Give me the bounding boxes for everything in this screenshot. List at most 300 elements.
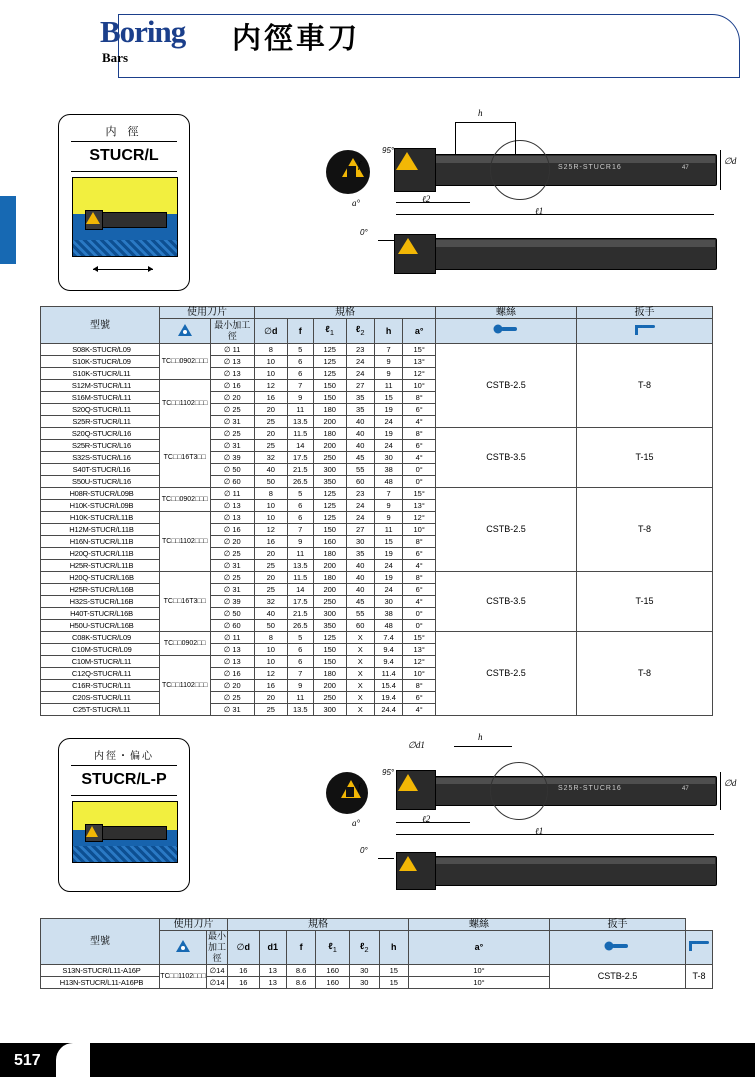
cell-h: 11.4: [374, 668, 402, 680]
cell-wrench: T-8: [685, 965, 712, 989]
cell-minbore: ∅ 39: [210, 596, 255, 608]
cell-a: 8°: [403, 572, 436, 584]
cell-minbore: ∅ 39: [210, 452, 255, 464]
cell-a: 6°: [403, 440, 436, 452]
cell-a: 4°: [403, 416, 436, 428]
cell-f: 7: [287, 668, 313, 680]
cell-d: 20: [255, 572, 288, 584]
cell-f: 6: [287, 644, 313, 656]
footer-corner: [56, 1043, 90, 1077]
card2-model-name: STUCR/L-P: [81, 771, 167, 788]
cell-a: 10°: [408, 977, 549, 989]
cell-l1: 150: [313, 656, 346, 668]
cell-minbore: ∅ 20: [210, 536, 255, 548]
cell-l2: 40: [346, 584, 374, 596]
card2-title: 内徑・偏心: [94, 751, 154, 762]
th-spec-2: 規格: [227, 919, 408, 931]
cell-h: 9: [374, 356, 402, 368]
cell-model: H12M-STUCR/L11B: [41, 524, 160, 536]
cell-minbore: ∅ 50: [210, 464, 255, 476]
cell-l2: 23: [346, 488, 374, 500]
cell-screw: CSTB-2.5: [549, 965, 685, 989]
th-l1-2: ℓ$_1$: [316, 931, 350, 965]
cell-a: 0°: [403, 464, 436, 476]
th-h-2: h: [379, 931, 408, 965]
cell-minbore: ∅ 31: [210, 440, 255, 452]
cell-l1: 150: [313, 524, 346, 536]
dim-l2-1: ℓ2: [422, 194, 431, 204]
cell-h: 9: [374, 500, 402, 512]
th-insert-1: 使用刀片: [160, 307, 255, 319]
cell-minbore: ∅ 60: [210, 620, 255, 632]
cell-minbore: ∅ 13: [210, 356, 255, 368]
th-model-1: 型號: [41, 307, 160, 344]
cell-d: 25: [255, 560, 288, 572]
cell-l2: 45: [346, 452, 374, 464]
cell-d: 16: [227, 977, 259, 989]
cell-l2: X: [346, 704, 374, 716]
detail-circle-1: [490, 140, 550, 200]
cell-model: S10K-STUCR/L09: [41, 356, 160, 368]
cell-d: 20: [255, 404, 288, 416]
cell-l2: 30: [350, 977, 379, 989]
dim-h-2: h: [478, 732, 483, 742]
th-l1-1: ℓ$_1$: [313, 319, 346, 344]
cell-minbore: ∅ 60: [210, 476, 255, 488]
cell-h: 19: [374, 404, 402, 416]
th-d1-2: d1: [259, 931, 286, 965]
cell-h: 48: [374, 476, 402, 488]
cell-h: 9: [374, 512, 402, 524]
cell-d: 40: [255, 464, 288, 476]
cell-a: 13°: [403, 644, 436, 656]
cell-l1: 125: [313, 344, 346, 356]
cell-a: 6°: [403, 584, 436, 596]
cell-a: 4°: [403, 560, 436, 572]
cell-a: 10°: [403, 524, 436, 536]
cell-l1: 300: [313, 464, 346, 476]
cell-d: 10: [255, 356, 288, 368]
cell-l1: 125: [313, 356, 346, 368]
card1-model-name: STUCR/L: [89, 147, 159, 164]
cell-minbore: ∅ 50: [210, 608, 255, 620]
th-l2-2: ℓ$_2$: [350, 931, 379, 965]
cell-h: 24: [374, 440, 402, 452]
spec-table-1: [40, 306, 713, 716]
th-insert-2: 使用刀片: [160, 919, 228, 931]
cell-model: H25R-STUCR/L16B: [41, 584, 160, 596]
cell-model: H20Q-STUCR/L16B: [41, 572, 160, 584]
dim-f-1: f: [358, 160, 361, 170]
cell-l1: 200: [313, 440, 346, 452]
cell-h: 30: [374, 452, 402, 464]
cell-a: 15°: [403, 632, 436, 644]
cell-f: 5: [287, 632, 313, 644]
cell-a: 15°: [403, 344, 436, 356]
cell-f: 7: [287, 524, 313, 536]
cell-l1: 180: [313, 572, 346, 584]
cell-model: S20Q-STUCR/L11: [41, 404, 160, 416]
cell-minbore: ∅ 13: [210, 512, 255, 524]
cell-l1: 200: [313, 680, 346, 692]
angle-95-1: 95°: [382, 146, 395, 155]
wrench-icon: [577, 319, 713, 344]
cell-a: 15°: [403, 488, 436, 500]
cell-l1: 180: [313, 428, 346, 440]
cell-a: 8°: [403, 680, 436, 692]
cell-f: 9: [287, 392, 313, 404]
cell-a: 13°: [403, 500, 436, 512]
cell-model: C12Q-STUCR/L11: [41, 668, 160, 680]
cell-l2: X: [346, 680, 374, 692]
table-row: [41, 632, 713, 644]
cell-f: 5: [287, 488, 313, 500]
cell-a: 6°: [403, 404, 436, 416]
cell-d: 25: [255, 584, 288, 596]
dim-d-1: ∅d: [724, 156, 737, 166]
cell-l2: X: [346, 644, 374, 656]
cell-f: 14: [287, 440, 313, 452]
cell-d: 50: [255, 620, 288, 632]
cell-h: 7.4: [374, 632, 402, 644]
cell-l2: 40: [346, 572, 374, 584]
cell-f: 8.6: [286, 965, 315, 977]
th-minbore-2: 最小加工徑: [208, 931, 227, 963]
cell-d: 8: [255, 344, 288, 356]
cell-model: S25R-STUCR/L11: [41, 416, 160, 428]
cell-l1: 125: [313, 500, 346, 512]
header-banner: [118, 14, 740, 78]
dim-a-1: a°: [352, 198, 361, 208]
cell-f: 13.5: [287, 704, 313, 716]
cell-a: 13°: [403, 356, 436, 368]
cell-l1: 350: [313, 476, 346, 488]
th-screw-1: 螺絲: [436, 307, 577, 319]
cell-minbore: ∅ 25: [210, 548, 255, 560]
cell-f: 11: [287, 548, 313, 560]
cell-d: 8: [255, 488, 288, 500]
shank-marking-2: S25R-STUCR16: [558, 785, 622, 792]
cell-l2: 40: [346, 440, 374, 452]
cell-model: H10K-STUCR/L11B: [41, 512, 160, 524]
cell-minbore: ∅ 31: [210, 704, 255, 716]
insert-icon: [160, 319, 211, 344]
cell-f: 13.5: [287, 560, 313, 572]
cell-a: 12°: [403, 368, 436, 380]
cell-model: S40T-STUCR/L16: [41, 464, 160, 476]
cell-f: 11.5: [287, 572, 313, 584]
cell-insert: TC□□1102□□□: [160, 512, 211, 572]
cell-minbore: ∅ 16: [210, 524, 255, 536]
cell-model: C08K-STUCR/L09: [41, 632, 160, 644]
cell-screw: CSTB-2.5: [436, 632, 577, 716]
card1-divider-2: [71, 171, 177, 172]
cell-d: 16: [255, 680, 288, 692]
cell-f: 17.5: [287, 452, 313, 464]
cell-model: C20S-STUCR/L11: [41, 692, 160, 704]
table-row: [41, 488, 713, 500]
cell-f: 26.5: [287, 620, 313, 632]
cell-l2: 45: [346, 596, 374, 608]
cell-a: 8°: [403, 536, 436, 548]
cell-l2: 35: [346, 392, 374, 404]
cell-model: H25R-STUCR/L11B: [41, 560, 160, 572]
cell-l1: 300: [313, 608, 346, 620]
shank-marking-1: S25R-STUCR16: [558, 164, 622, 171]
cell-f: 14: [287, 584, 313, 596]
cell-model: H50U-STUCR/L16B: [41, 620, 160, 632]
th-l2-1: ℓ$_2$: [346, 319, 374, 344]
cell-model: C25T-STUCR/L11: [41, 704, 160, 716]
page-title: 内徑車刀: [232, 23, 361, 55]
card2-divider-2: [71, 795, 177, 796]
cell-l1: 160: [316, 977, 350, 989]
cell-insert: TC□□1102□□□: [160, 965, 207, 989]
cell-minbore: ∅ 31: [210, 416, 255, 428]
cell-d: 8: [255, 632, 288, 644]
cell-h: 15: [379, 977, 408, 989]
cell-a: 8°: [403, 392, 436, 404]
cell-d: 50: [255, 476, 288, 488]
cell-a: 4°: [403, 596, 436, 608]
cell-f: 7: [287, 380, 313, 392]
cell-l2: X: [346, 668, 374, 680]
cell-d: 16: [227, 965, 259, 977]
cell-h: 9.4: [374, 656, 402, 668]
cell-l1: 200: [313, 584, 346, 596]
card2-illustration: [72, 801, 178, 863]
cell-d: 40: [255, 608, 288, 620]
cell-minbore: ∅ 20: [210, 680, 255, 692]
page-number: 517: [14, 1052, 41, 1069]
cell-insert: TC□□0902□□□: [160, 488, 211, 512]
cell-wrench: T-8: [577, 632, 713, 716]
cell-a: 8°: [403, 428, 436, 440]
cell-l2: 27: [346, 380, 374, 392]
cell-f: 21.5: [287, 608, 313, 620]
cell-model: C10M-STUCR/L09: [41, 644, 160, 656]
cell-l1: 150: [313, 644, 346, 656]
th-model-2: 型號: [41, 919, 160, 965]
cell-f: 9: [287, 680, 313, 692]
cell-minbore: ∅ 11: [210, 344, 255, 356]
cell-model: H20Q-STUCR/L11B: [41, 548, 160, 560]
cell-h: 7: [374, 344, 402, 356]
cell-minbore: ∅ 13: [210, 500, 255, 512]
cell-h: 11: [374, 380, 402, 392]
cell-h: 19: [374, 572, 402, 584]
cell-h: 9: [374, 368, 402, 380]
cell-insert: TC□□0902□□: [160, 632, 211, 656]
brand-bars: Bars: [102, 50, 128, 65]
cell-d1: 13: [259, 977, 286, 989]
cell-model: S50U-STUCR/L16: [41, 476, 160, 488]
cell-minbore: ∅ 25: [210, 428, 255, 440]
dim-a-2: a°: [352, 818, 361, 828]
angle-0-2: 0°: [360, 846, 368, 855]
cell-wrench: T-8: [577, 344, 713, 428]
th-a-2: a°: [408, 931, 549, 965]
cell-d: 32: [255, 452, 288, 464]
cell-l1: 200: [313, 416, 346, 428]
cell-d: 25: [255, 440, 288, 452]
cell-model: H40T-STUCR/L16B: [41, 608, 160, 620]
cell-l1: 125: [313, 512, 346, 524]
cell-l2: X: [346, 656, 374, 668]
cell-minbore: ∅ 16: [210, 668, 255, 680]
cell-insert: TC□□1102□□□: [160, 656, 211, 716]
table-row: [41, 572, 713, 584]
spec-table-2: [40, 918, 713, 989]
cell-screw: CSTB-3.5: [436, 428, 577, 488]
cell-l1: 200: [313, 560, 346, 572]
cell-d: 12: [255, 524, 288, 536]
cell-l2: 24: [346, 368, 374, 380]
cell-minbore: ∅14: [207, 977, 228, 989]
cell-minbore: ∅ 31: [210, 584, 255, 596]
cell-l2: 60: [346, 476, 374, 488]
cell-d1: 13: [259, 965, 286, 977]
cell-h: 9.4: [374, 644, 402, 656]
cell-l1: 180: [313, 404, 346, 416]
cell-l1: 250: [313, 596, 346, 608]
cell-l1: 125: [313, 488, 346, 500]
cell-d: 10: [255, 656, 288, 668]
cell-h: 38: [374, 608, 402, 620]
cell-h: 24: [374, 560, 402, 572]
cell-d: 10: [255, 368, 288, 380]
brand-boring: Boring: [100, 14, 186, 49]
cell-d: 25: [255, 704, 288, 716]
cell-l1: 160: [316, 965, 350, 977]
cell-l1: 250: [313, 452, 346, 464]
cell-minbore: ∅ 11: [210, 632, 255, 644]
cell-l2: 40: [346, 560, 374, 572]
cell-f: 13.5: [287, 416, 313, 428]
th-a-1: a°: [403, 319, 436, 344]
cell-a: 0°: [403, 620, 436, 632]
cell-l2: 40: [346, 428, 374, 440]
th-f-1: f: [287, 319, 313, 344]
cell-l2: 27: [346, 524, 374, 536]
cell-d: 10: [255, 500, 288, 512]
cell-f: 6: [287, 368, 313, 380]
cell-l2: 24: [346, 500, 374, 512]
side-color-tab: [0, 196, 16, 264]
technical-drawing-2: [330, 734, 745, 894]
angle-0-1: 0°: [360, 228, 368, 237]
cell-model: S08K-STUCR/L09: [41, 344, 160, 356]
shank-marking-1b: 47: [682, 165, 689, 171]
cell-h: 11: [374, 524, 402, 536]
cell-a: 10°: [403, 668, 436, 680]
cell-l2: 40: [346, 416, 374, 428]
cell-model: H13N-STUCR/L11-A16PB: [41, 977, 160, 989]
th-spec-1: 規格: [255, 307, 436, 319]
cell-a: 0°: [403, 608, 436, 620]
cell-f: 11: [287, 692, 313, 704]
cell-l2: 24: [346, 356, 374, 368]
cell-h: 15: [374, 392, 402, 404]
cell-d: 12: [255, 380, 288, 392]
cell-model: H32S-STUCR/L16B: [41, 596, 160, 608]
th-f-2: f: [286, 931, 315, 965]
cell-d: 10: [255, 644, 288, 656]
th-h-1: h: [374, 319, 402, 344]
card1-title: 内 徑: [105, 126, 143, 138]
cell-minbore: ∅ 13: [210, 656, 255, 668]
cell-wrench: T-15: [577, 428, 713, 488]
cell-l2: 30: [346, 536, 374, 548]
cell-insert: TC□□16T3□□: [160, 572, 211, 632]
dim-l2-2: ℓ2: [422, 814, 431, 824]
product-card-1: [58, 114, 190, 291]
cell-l1: 125: [313, 368, 346, 380]
cell-f: 6: [287, 500, 313, 512]
table-row: [41, 428, 713, 440]
cell-h: 24.4: [374, 704, 402, 716]
cell-d: 16: [255, 536, 288, 548]
cell-h: 15: [374, 536, 402, 548]
cell-d: 16: [255, 392, 288, 404]
cell-d: 12: [255, 668, 288, 680]
screw-icon: [436, 319, 577, 344]
cell-model: C10M-STUCR/L11: [41, 656, 160, 668]
cell-f: 11: [287, 404, 313, 416]
cell-model: H16N-STUCR/L11B: [41, 536, 160, 548]
cell-f: 5: [287, 344, 313, 356]
cell-l2: 24: [346, 512, 374, 524]
cell-h: 19.4: [374, 692, 402, 704]
cell-d: 25: [255, 416, 288, 428]
cell-l1: 350: [313, 620, 346, 632]
cell-l2: 55: [346, 464, 374, 476]
cell-f: 26.5: [287, 476, 313, 488]
cell-insert: TC□□0902□□□: [160, 344, 211, 380]
cell-f: 6: [287, 656, 313, 668]
cell-a: 6°: [403, 548, 436, 560]
cell-model: S13N-STUCR/L11-A16P: [41, 965, 160, 977]
cell-minbore: ∅ 31: [210, 560, 255, 572]
cell-screw: CSTB-2.5: [436, 344, 577, 428]
cell-f: 21.5: [287, 464, 313, 476]
cell-minbore: ∅ 25: [210, 404, 255, 416]
dim-l1-1: ℓ1: [535, 206, 544, 216]
th-d-2: ∅d: [227, 931, 259, 965]
detail-circle-2: [490, 762, 548, 820]
cell-a: 4°: [403, 704, 436, 716]
cell-a: 12°: [403, 512, 436, 524]
insert-icon-2: [160, 931, 207, 965]
cell-l2: 35: [346, 404, 374, 416]
cell-h: 30: [374, 596, 402, 608]
screw-icon-2: [549, 931, 685, 965]
table-row: [41, 344, 713, 356]
cell-f: 17.5: [287, 596, 313, 608]
cell-h: 19: [374, 548, 402, 560]
dim-d-2: ∅d: [724, 778, 737, 788]
th-minbore-1: 最小加工徑: [210, 319, 255, 344]
cell-f: 6: [287, 512, 313, 524]
product-card-2: [58, 738, 190, 892]
cell-a: 10°: [403, 380, 436, 392]
cell-l2: X: [346, 632, 374, 644]
cell-insert: TC□□16T3□□: [160, 428, 211, 488]
cell-h: 19: [374, 428, 402, 440]
wrench-icon-2: [685, 931, 712, 965]
cell-f: 8.6: [286, 977, 315, 989]
cell-l2: 30: [350, 965, 379, 977]
